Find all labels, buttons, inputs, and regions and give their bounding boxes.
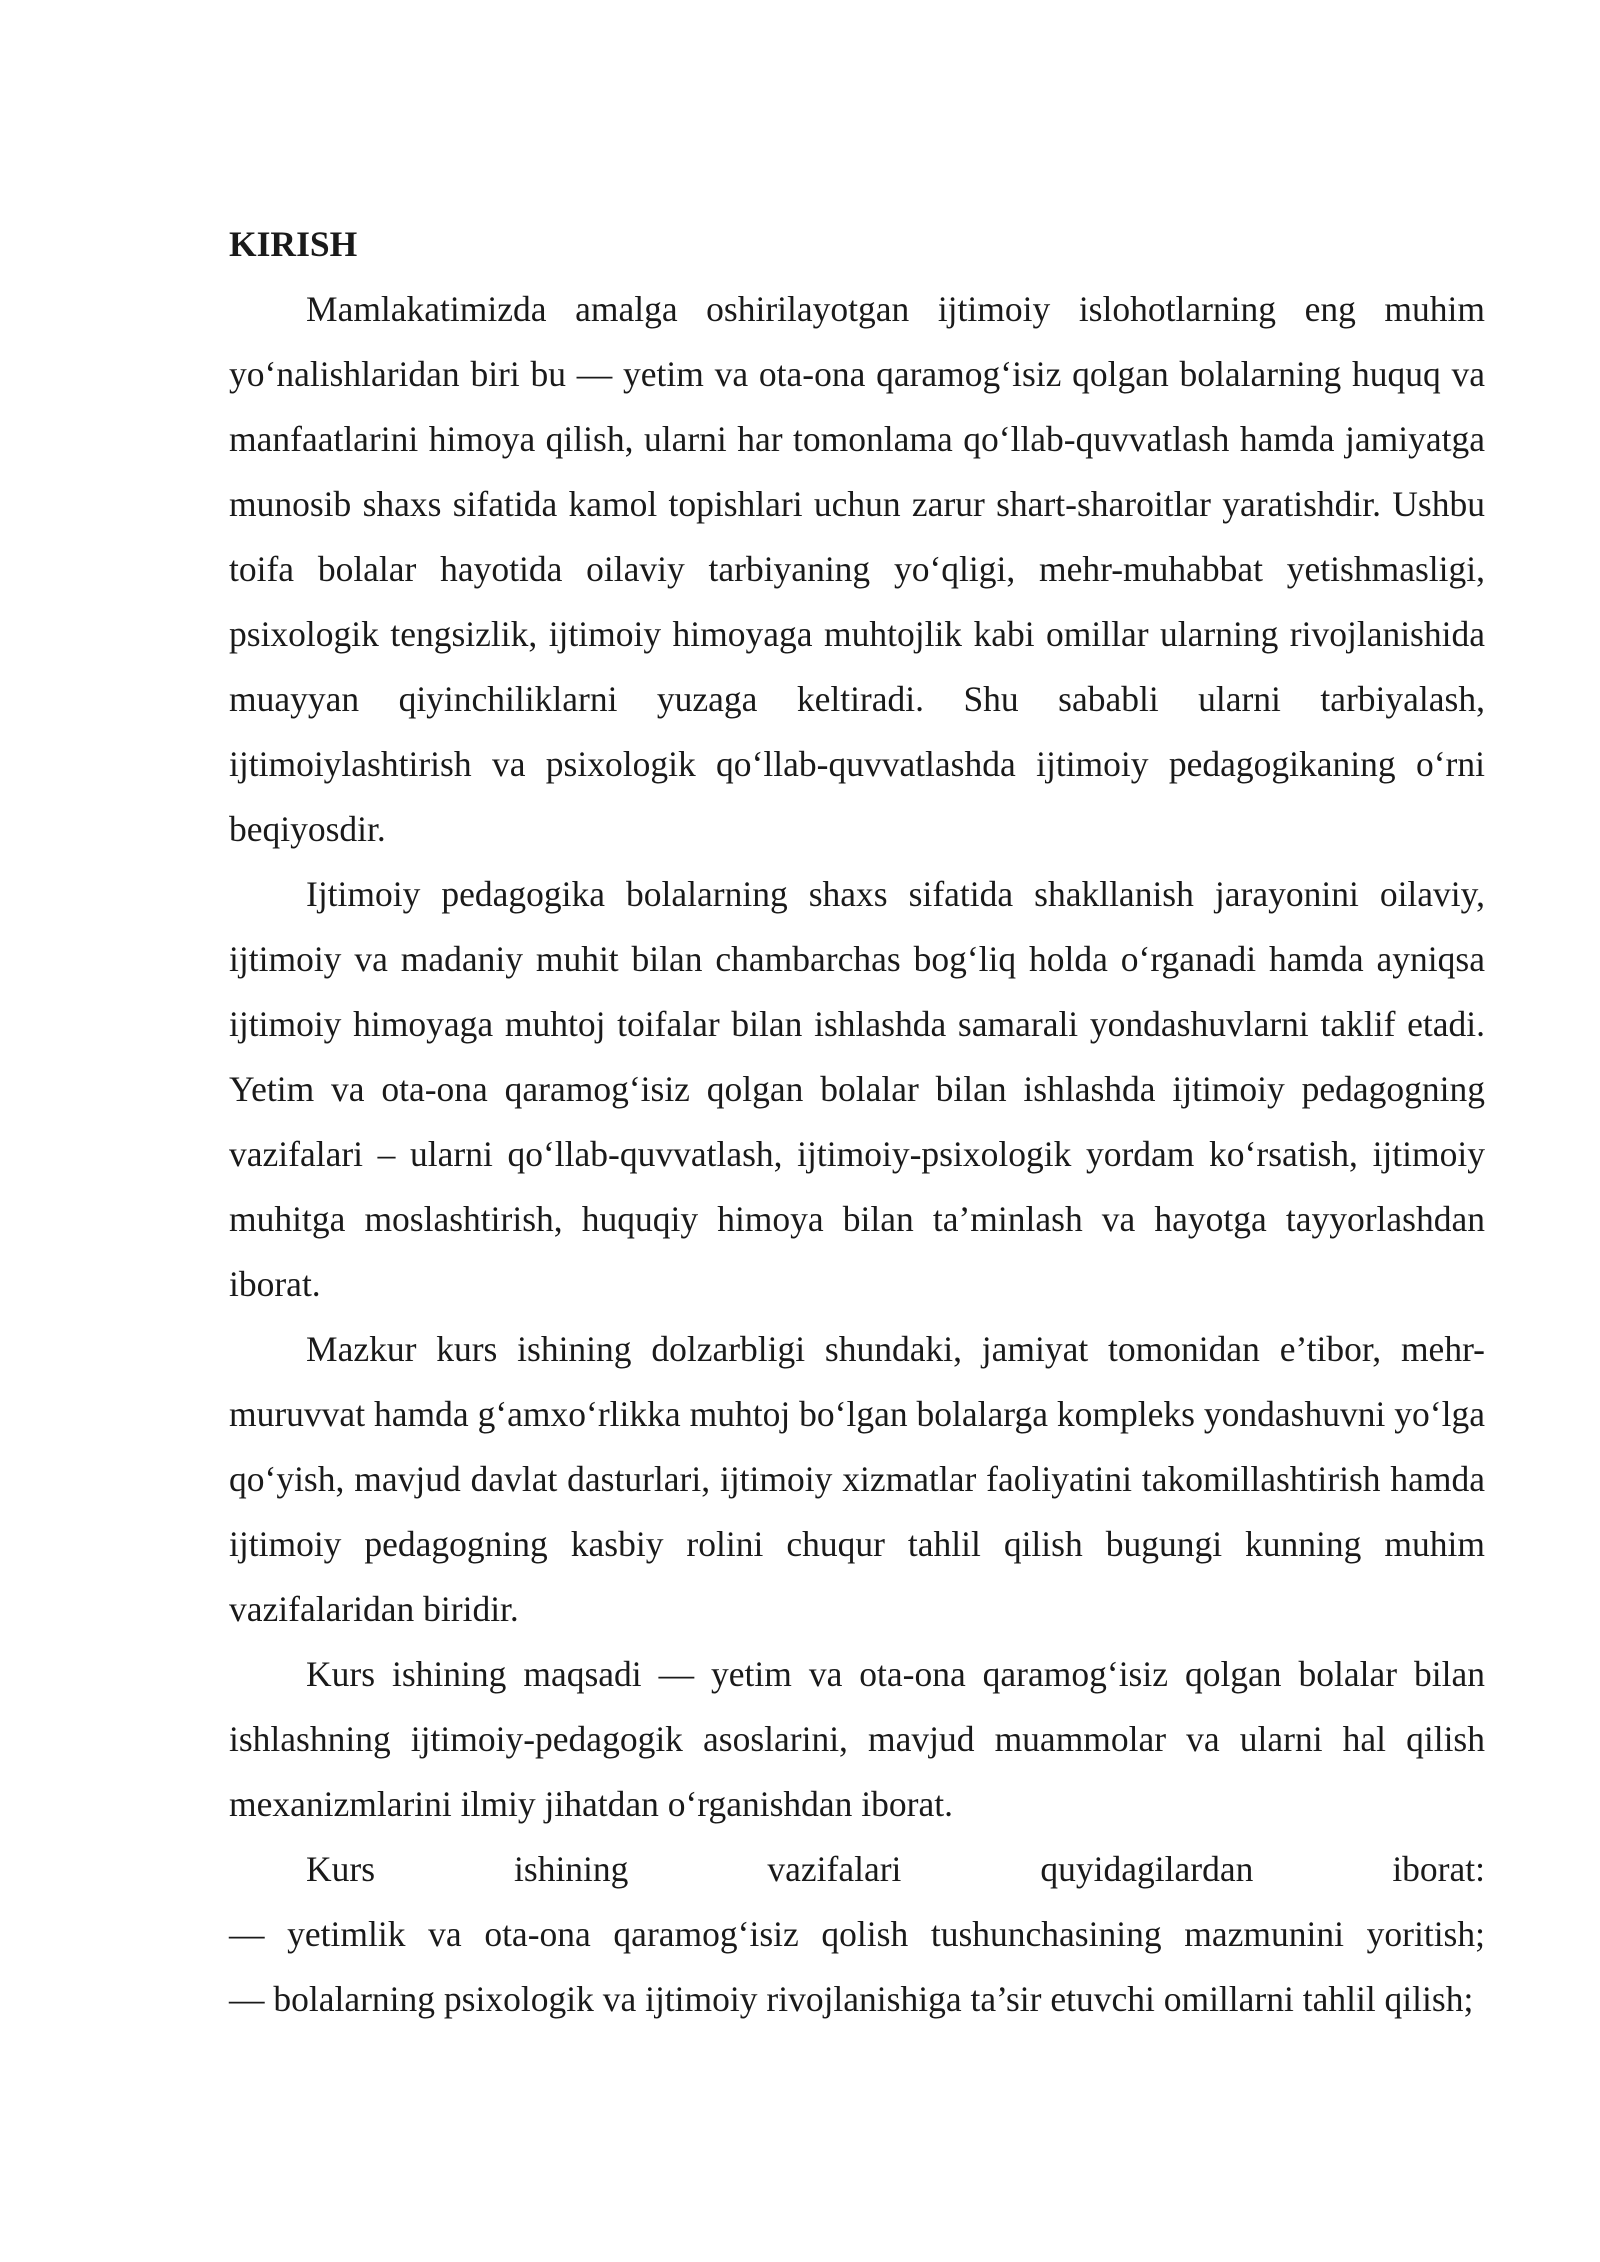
paragraph-intro: Mamlakatimizda amalga oshirilayotgan ijtimoiy islohotlarning eng muhim yo‘nalishlaridan biri bu — yetim va ota-ona qaramog‘isiz qolgan bolalarning huquq va manfaatlarini himoya qilish, ularni har tomonlama qo‘llab-quvvatlash hamda jamiyatga munosib shaxs sifatida kamol topishlari uchun zarur shart-sharoitlar yaratishdir. Ushbu toifa bolalar hayotida oilaviy tarbiyaning yo‘qligi, mehr-muhabbat yetishmasligi, psixologik tengsizlik, ijtimoiy himoyaga muhtojlik kabi omillar ularning rivojlanishida muayyan qiyinchiliklarni yuzaga keltiradi. Shu sababli ularni tarbiyalash, ijtimoiylashtirish va psixologik qo‘llab-quvvatlashda ijtimoiy pedagogikaning o‘rni beqiyosdir. <box>229 289 1485 849</box>
document-body <box>229 212 1485 2032</box>
section-heading: KIRISH <box>229 224 358 264</box>
paragraph-social-pedagogy: Ijtimoiy pedagogika bolalarning shaxs sifatida shakllanish jarayonini oilaviy, ijtimoiy va madaniy muhit bilan chambarchas bog‘liq holda o‘rganadi hamda ayniqsa ijtimoiy himoyaga muhtoj toifalar bilan ishlashda samarali yondashuvlarni taklif etadi. Yetim va ota-ona qaramog‘isiz qolgan bolalar bilan ishlashda ijtimoiy pedagogning vazifalari – ularni qo‘llab-quvvatlash, ijtimoiy-psixologik yordam ko‘rsatish, ijtimoiy muhitga moslashtirish, huquqiy himoya bilan ta’minlash va hayotga tayyorlashdan iborat. <box>229 874 1485 1304</box>
paragraph-goal: Kurs ishining maqsadi — yetim va ota-ona qaramog‘isiz qolgan bolalar bilan ishlashning ijtimoiy-pedagogik asoslarini, mavjud muammolar va ularni hal qilish mexanizmlarini ilmiy jihatdan o‘rganishdan iborat. <box>229 1654 1485 1824</box>
paragraph-relevance: Mazkur kurs ishining dolzarbligi shundaki, jamiyat tomonidan e’tibor, mehr-muruvvat hamda g‘amxo‘rlikka muhtoj bo‘lgan bolalarga kompleks yondashuvni yo‘lga qo‘yish, mavjud davlat dasturlari, ijtimoiy xizmatlar faoliyatini takomillashtirish hamda ijtimoiy pedagogning kasbiy rolini chuqur tahlil qilish bugungi kunning muhim vazifalaridan biridir. <box>229 1329 1485 1629</box>
task-item: — yetimlik va ota-ona qaramog‘isiz qolish tushunchasining mazmunini yoritish; <box>229 1914 1485 1954</box>
tasks-intro: Kurs ishining vazifalari quyidagilardan iborat: <box>306 1849 1485 1889</box>
task-item: — bolalarning psixologik va ijtimoiy rivojlanishiga ta’sir etuvchi omillarni tahlil qilish; <box>229 1979 1474 2019</box>
